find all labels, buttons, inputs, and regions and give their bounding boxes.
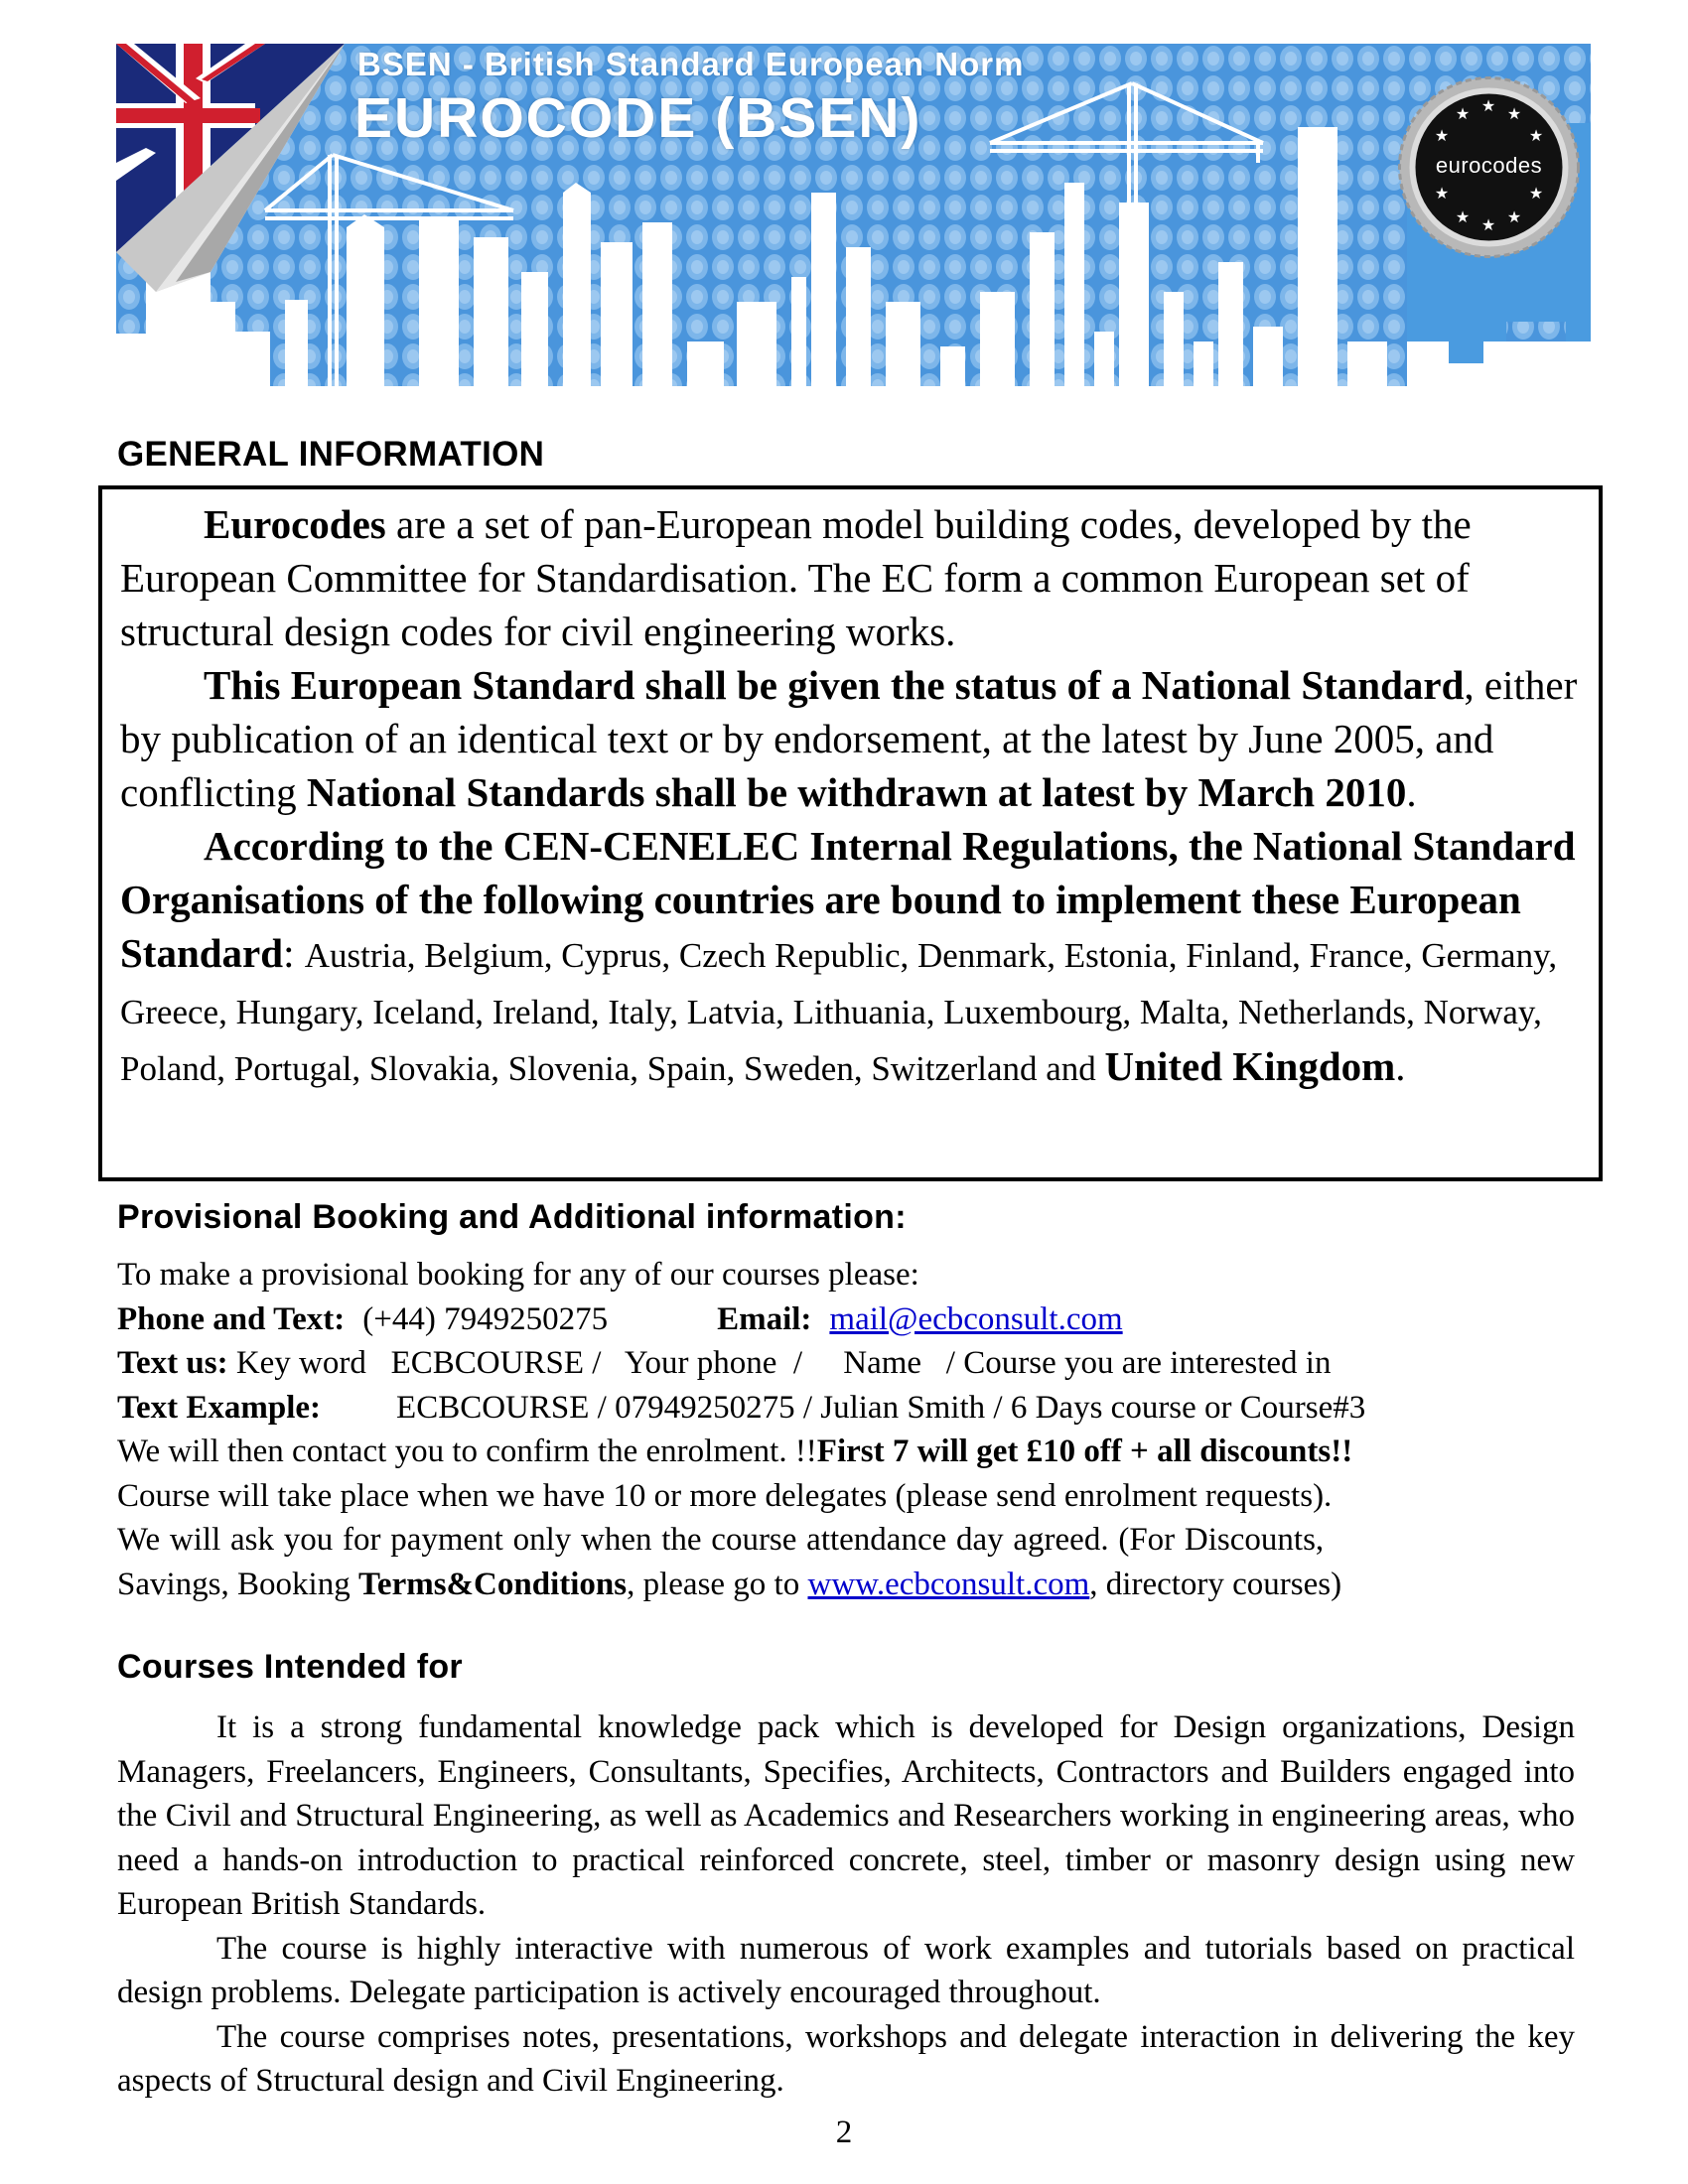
svg-text:★: ★ <box>1528 126 1544 145</box>
svg-text:★: ★ <box>1434 126 1450 145</box>
header-banner <box>116 44 1591 386</box>
svg-text:★: ★ <box>1506 207 1522 226</box>
page-number: 2 <box>835 2115 853 2150</box>
svg-text:★: ★ <box>1455 104 1471 123</box>
eurocodes-seal-logo <box>1397 75 1581 259</box>
text-example-line: Text Example: ECBCOURSE / 07949250275 / Julian Smith / 6 Days course or Course#3 <box>117 1389 1366 1426</box>
country-list: Austria, Belgium, Cyprus, Czech Republic, Denmark, Estonia, Finland, France, Germany, Greece, Hungary, Iceland, Ireland, Italy, Latvia, Lithuania, Luxembourg, Malta, Netherlands, Norway, Poland, Portugal, Slovakia, Slovenia, Spain, Sweden, Switzerland and <box>120 936 1558 1088</box>
general-information-heading: GENERAL INFORMATION <box>117 435 545 474</box>
eurocodes-term: Eurocodes <box>204 501 386 547</box>
website-link[interactable]: www.ecbconsult.com <box>807 1566 1090 1602</box>
svg-text:★: ★ <box>1480 96 1496 115</box>
courses-paragraph-2: The course is highly interactive with numerous of work examples and tutorials based on practical design problems. Delegate participation is actively encouraged throughout. <box>117 1930 1575 2010</box>
national-standard-paragraph: This European Standard shall be given the status of a National Standard, either by publication of an identical text or by endorsement, at the latest by June 2005, and conflicting National Standards shall be withdrawn at latest by March 2010. <box>120 662 1578 815</box>
banner-title: EUROCODE (BSEN) <box>354 86 922 150</box>
courses-heading: Courses Intended for <box>117 1648 463 1686</box>
booking-section <box>117 1253 1597 1606</box>
booking-intro: To make a provisional booking for any of our courses please: <box>117 1257 919 1293</box>
general-information-text <box>120 497 1590 1096</box>
seal-text: eurocodes <box>1435 153 1543 178</box>
svg-text:★: ★ <box>1434 184 1450 203</box>
banner-subtitle: BSEN - British Standard European Norm <box>357 46 1025 82</box>
email-label: Email: <box>717 1300 812 1337</box>
general-information-box <box>98 485 1603 1181</box>
cen-cenelec-paragraph: According to the CEN-CENELEC Internal Regulations, the National Standard Organisations of the following countries are bound to implement these European Standard: Austria, Belgium, Cyprus, Czech Republic, Denmark, Estonia, Finland, France, Germany, Greece, Hungary, Iceland, Ireland, Italy, Latvia, Lithuania, Luxembourg, Malta, Netherlands, Norway, Poland, Portugal, Slovakia, Slovenia, Spain, Sweden, Switzerland and United Kingdom. <box>120 823 1576 1089</box>
confirm-line: We will then contact you to confirm the enrolment. !!First 7 will get £10 off + all discounts!! <box>117 1433 1353 1469</box>
united-kingdom: United Kingdom <box>1104 1043 1396 1089</box>
courses-section <box>117 1706 1575 2104</box>
email-link[interactable]: mail@ecbconsult.com <box>829 1300 1123 1337</box>
terms-conditions: Terms&Conditions <box>357 1566 628 1602</box>
discount-offer: First 7 will get £10 off + all discounts <box>816 1433 1332 1469</box>
course-minimum-line: Course will take place when we have 10 or more delegates (please send enrolment requests). <box>117 1477 1333 1514</box>
terms-line: Savings, Booking Terms&Conditions, please go to www.ecbconsult.com, directory courses) <box>117 1566 1342 1602</box>
contact-line <box>117 1297 1597 1342</box>
text-us-line: Text us: Key word ECBCOURSE / Your phone / Name / Course you are interested in <box>117 1345 1332 1381</box>
courses-paragraph-1: It is a strong fundamental knowledge pack which is developed for Design organizations, Design Managers, Freelancers, Engineers, Consultants, Specifies, Architects, Contractors and Builders engaged into the Civil and Structural Engineering, as well as Academics and Researchers working in engineering areas, who need a hands-on introduction to practical reinforced concrete, steel, timber or masonry design using new European British Standards. <box>117 1709 1575 1922</box>
phone-number: (+44) 7949250275 <box>362 1300 609 1337</box>
svg-text:★: ★ <box>1506 104 1522 123</box>
svg-text:★: ★ <box>1455 207 1471 226</box>
svg-text:★: ★ <box>1528 184 1544 203</box>
courses-paragraph-3: The course comprises notes, presentations, workshops and delegate interaction in delivering the key aspects of Structural design and Civil Engineering. <box>117 2018 1575 2099</box>
eurocodes-paragraph: Eurocodes are a set of pan-European model building codes, developed by the European Committee for Standardisation. The EC form a common European set of structural design codes for civil engineering works. <box>120 501 1472 654</box>
booking-heading: Provisional Booking and Additional information: <box>117 1198 907 1236</box>
payment-line: We will ask you for payment only when the course attendance day agreed. (For Discounts, <box>117 1522 1325 1558</box>
phone-label: Phone and Text: <box>117 1300 346 1337</box>
svg-text:★: ★ <box>1480 215 1496 234</box>
